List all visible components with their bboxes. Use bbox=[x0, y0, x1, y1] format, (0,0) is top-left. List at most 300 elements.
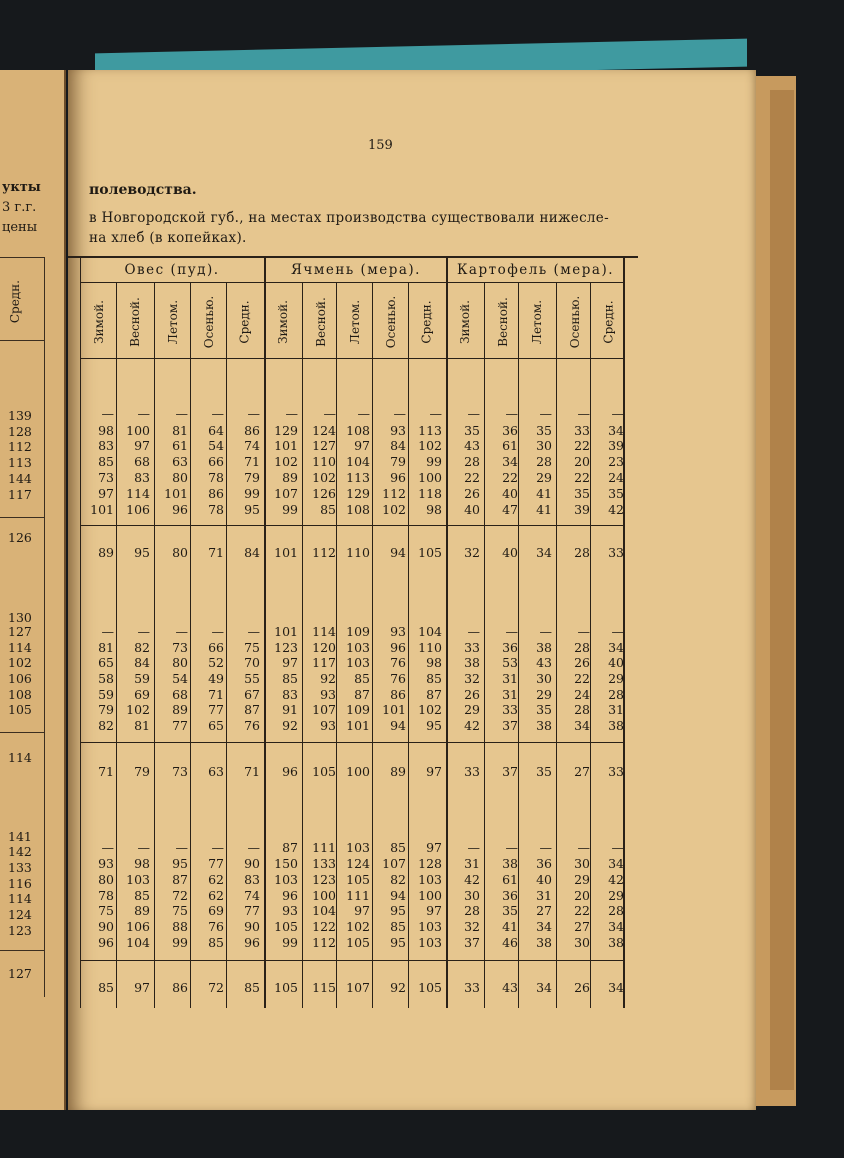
left-page bbox=[0, 70, 66, 1110]
table-cell: 112 bbox=[312, 545, 336, 560]
table-cell: — bbox=[429, 406, 442, 421]
table-cell: 58 bbox=[98, 671, 114, 686]
table-cell: 94 bbox=[390, 545, 406, 560]
column-header-label: Осенью. bbox=[384, 295, 399, 349]
group-divider bbox=[264, 258, 266, 1008]
table-cell: 37 bbox=[502, 718, 518, 733]
table-cell: 31 bbox=[464, 856, 480, 871]
table-cell: 100 bbox=[312, 888, 336, 903]
table-cell: 68 bbox=[172, 687, 188, 702]
table-cell: 79 bbox=[134, 764, 150, 779]
table-cell: 41 bbox=[536, 502, 552, 517]
column-header-label: Весной. bbox=[128, 297, 142, 347]
table-cell: 101 bbox=[346, 718, 370, 733]
column-divider bbox=[408, 282, 409, 1008]
column-header-label: Средн. bbox=[238, 300, 253, 344]
table-cell: 61 bbox=[172, 438, 188, 453]
table-cell: 95 bbox=[390, 935, 406, 950]
column-header-label: Осенью. bbox=[202, 295, 217, 349]
table-cell: 88 bbox=[172, 919, 188, 934]
table-cell: — bbox=[611, 624, 624, 639]
table-cell: 35 bbox=[574, 486, 590, 501]
table-cell: 73 bbox=[172, 640, 188, 655]
table-cell: 105 bbox=[346, 872, 370, 887]
table-cell: 107 bbox=[382, 856, 406, 871]
table-cell: 38 bbox=[536, 935, 552, 950]
table-cell: 46 bbox=[502, 935, 518, 950]
table-cell: 113 bbox=[346, 470, 370, 485]
table-cell: 74 bbox=[244, 438, 260, 453]
table-cell: 71 bbox=[208, 687, 224, 702]
left-page-number: 106 bbox=[8, 671, 32, 686]
table-cell: 81 bbox=[172, 423, 188, 438]
left-rule bbox=[0, 340, 44, 341]
table-cell: 98 bbox=[426, 655, 442, 670]
table-cell: 100 bbox=[418, 470, 442, 485]
table-cell: 59 bbox=[134, 671, 150, 686]
table-cell: 100 bbox=[346, 764, 370, 779]
table-cell: 93 bbox=[320, 718, 336, 733]
table-cell: 82 bbox=[98, 718, 114, 733]
table-cell: — bbox=[505, 624, 518, 639]
section-rule bbox=[80, 525, 623, 526]
table-cell: 86 bbox=[390, 687, 406, 702]
table-cell: 29 bbox=[536, 470, 552, 485]
table-cell: 100 bbox=[126, 423, 150, 438]
table-cell: 74 bbox=[244, 888, 260, 903]
table-cell: 78 bbox=[98, 888, 114, 903]
table-cell: 71 bbox=[244, 454, 260, 469]
left-page-number: 123 bbox=[8, 923, 32, 938]
left-rule bbox=[0, 732, 44, 733]
table-cell: 20 bbox=[574, 888, 590, 903]
table-cell: — bbox=[467, 406, 480, 421]
table-cell: 97 bbox=[134, 980, 150, 995]
table-cell: — bbox=[539, 406, 552, 421]
table-cell: 30 bbox=[574, 935, 590, 950]
column-header bbox=[266, 292, 300, 352]
left-page-number: 116 bbox=[8, 876, 32, 891]
table-cell: 99 bbox=[426, 454, 442, 469]
table-cell: 101 bbox=[382, 702, 406, 717]
column-divider bbox=[116, 282, 117, 1008]
table-cell: — bbox=[101, 624, 114, 639]
column-header bbox=[192, 292, 226, 352]
table-cell: 111 bbox=[346, 888, 370, 903]
table-cell: 118 bbox=[418, 486, 442, 501]
table-cell: 29 bbox=[536, 687, 552, 702]
table-cell: — bbox=[137, 624, 150, 639]
table-cell: 115 bbox=[312, 980, 336, 995]
table-cell: 32 bbox=[464, 671, 480, 686]
group-divider bbox=[446, 258, 448, 1008]
column-divider bbox=[302, 282, 303, 1008]
table-cell: 76 bbox=[390, 671, 406, 686]
table-cell: 81 bbox=[98, 640, 114, 655]
table-cell: 62 bbox=[208, 888, 224, 903]
table-cell: — bbox=[611, 840, 624, 855]
table-cell: 102 bbox=[126, 702, 150, 717]
table-cell: 89 bbox=[98, 545, 114, 560]
table-cell: 108 bbox=[346, 502, 370, 517]
table-cell: 103 bbox=[346, 655, 370, 670]
table-cell: 20 bbox=[574, 454, 590, 469]
table-cell: — bbox=[323, 406, 336, 421]
left-page-number: 144 bbox=[8, 471, 32, 486]
table-cell: 89 bbox=[282, 470, 298, 485]
table-cell: 111 bbox=[312, 840, 336, 855]
left-page-number: 127 bbox=[8, 624, 32, 639]
table-cell: 106 bbox=[126, 502, 150, 517]
table-cell: 64 bbox=[208, 423, 224, 438]
page-number: 159 bbox=[368, 138, 393, 153]
table-cell: 133 bbox=[312, 856, 336, 871]
left-page-number: 114 bbox=[8, 750, 32, 765]
table-cell: 33 bbox=[464, 764, 480, 779]
table-cell: 85 bbox=[244, 980, 260, 995]
table-cell: 85 bbox=[390, 840, 406, 855]
table-cell: 101 bbox=[164, 486, 188, 501]
table-cell: 103 bbox=[418, 919, 442, 934]
table-cell: 102 bbox=[418, 702, 442, 717]
table-cell: 96 bbox=[244, 935, 260, 950]
column-header bbox=[558, 292, 592, 352]
table-cell: 76 bbox=[208, 919, 224, 934]
table-cell: 43 bbox=[464, 438, 480, 453]
table-cell: 47 bbox=[502, 502, 518, 517]
table-cell: 84 bbox=[390, 438, 406, 453]
table-cell: 28 bbox=[608, 687, 624, 702]
column-header bbox=[410, 292, 444, 352]
table-cell: 29 bbox=[574, 872, 590, 887]
table-cell: 28 bbox=[608, 903, 624, 918]
table-cell: 85 bbox=[354, 671, 370, 686]
table-cell: 82 bbox=[390, 872, 406, 887]
table-cell: 106 bbox=[126, 919, 150, 934]
table-cell: 36 bbox=[536, 856, 552, 871]
table-cell: 85 bbox=[98, 454, 114, 469]
left-page-number: 141 bbox=[8, 829, 32, 844]
table-cell: 102 bbox=[274, 454, 298, 469]
table-cell: 34 bbox=[536, 919, 552, 934]
left-page-number: 114 bbox=[8, 640, 32, 655]
table-cell: 34 bbox=[502, 454, 518, 469]
table-cell: 93 bbox=[282, 903, 298, 918]
table-cell: — bbox=[577, 624, 590, 639]
table-cell: 94 bbox=[390, 888, 406, 903]
table-cell: 85 bbox=[282, 671, 298, 686]
table-cell: 122 bbox=[312, 919, 336, 934]
table-cell: 22 bbox=[574, 470, 590, 485]
table-cell: 38 bbox=[502, 856, 518, 871]
table-cell: 22 bbox=[502, 470, 518, 485]
column-header-label: Средн. bbox=[602, 300, 617, 344]
table-cell: 38 bbox=[536, 718, 552, 733]
table-cell: 96 bbox=[98, 935, 114, 950]
table-cell: 24 bbox=[574, 687, 590, 702]
table-cell: 104 bbox=[312, 903, 336, 918]
column-header bbox=[228, 292, 262, 352]
table-cell: 92 bbox=[282, 718, 298, 733]
table-cell: 32 bbox=[464, 545, 480, 560]
column-header bbox=[374, 292, 408, 352]
table-cell: 35 bbox=[464, 423, 480, 438]
column-header bbox=[118, 292, 152, 352]
left-heading-1: укты bbox=[2, 180, 41, 195]
table-cell: 81 bbox=[134, 718, 150, 733]
table-cell: 69 bbox=[134, 687, 150, 702]
table-cell: 95 bbox=[172, 856, 188, 871]
table-cell: 34 bbox=[608, 423, 624, 438]
table-cell: 87 bbox=[426, 687, 442, 702]
table-cell: — bbox=[101, 406, 114, 421]
table-cell: 97 bbox=[282, 655, 298, 670]
column-header bbox=[338, 292, 372, 352]
table-cell: 85 bbox=[426, 671, 442, 686]
table-cell: 83 bbox=[244, 872, 260, 887]
table-cell: 42 bbox=[464, 718, 480, 733]
table-cell: 71 bbox=[98, 764, 114, 779]
table-cell: 96 bbox=[172, 502, 188, 517]
table-cell: 76 bbox=[244, 718, 260, 733]
column-divider bbox=[590, 282, 591, 1008]
table-cell: 33 bbox=[464, 640, 480, 655]
table-cell: — bbox=[577, 406, 590, 421]
table-cell: 83 bbox=[282, 687, 298, 702]
table-cell: 83 bbox=[134, 470, 150, 485]
table-cell: 95 bbox=[390, 903, 406, 918]
table-cell: 87 bbox=[282, 840, 298, 855]
table-cell: 59 bbox=[98, 687, 114, 702]
table-cell: 103 bbox=[418, 935, 442, 950]
column-header-label: Весной. bbox=[314, 297, 328, 347]
table-cell: 26 bbox=[464, 687, 480, 702]
table-cell: 102 bbox=[312, 470, 336, 485]
table-cell: 102 bbox=[346, 919, 370, 934]
table-cell: 40 bbox=[502, 486, 518, 501]
column-divider bbox=[372, 282, 373, 1008]
table-cell: 95 bbox=[426, 718, 442, 733]
table-cell: 27 bbox=[574, 919, 590, 934]
table-cell: 89 bbox=[172, 702, 188, 717]
table-cell: 38 bbox=[536, 640, 552, 655]
table-cell: 93 bbox=[390, 423, 406, 438]
left-rule bbox=[0, 950, 44, 951]
table-cell: 42 bbox=[608, 502, 624, 517]
table-cell: 102 bbox=[418, 438, 442, 453]
column-header bbox=[592, 292, 626, 352]
column-header bbox=[156, 292, 190, 352]
table-cell: 112 bbox=[312, 935, 336, 950]
table-cell: 101 bbox=[90, 502, 114, 517]
table-cell: 35 bbox=[536, 702, 552, 717]
table-cell: 29 bbox=[608, 671, 624, 686]
table-cell: 40 bbox=[502, 545, 518, 560]
table-cell: 86 bbox=[208, 486, 224, 501]
table-cell: 52 bbox=[208, 655, 224, 670]
table-cell: 63 bbox=[208, 764, 224, 779]
group-header: Овес (пуд). bbox=[124, 262, 220, 278]
table-cell: 89 bbox=[390, 764, 406, 779]
table-cell: 75 bbox=[172, 903, 188, 918]
table-cell: 68 bbox=[134, 454, 150, 469]
table-cell: 61 bbox=[502, 872, 518, 887]
table-cell: 30 bbox=[574, 856, 590, 871]
table-cell: 73 bbox=[172, 764, 188, 779]
table-cell: 124 bbox=[312, 423, 336, 438]
column-header-label: Летом. bbox=[166, 299, 181, 345]
table-cell: 96 bbox=[282, 764, 298, 779]
table-cell: 34 bbox=[536, 545, 552, 560]
column-header-label: Летом. bbox=[348, 299, 363, 345]
table-cell: 104 bbox=[418, 624, 442, 639]
table-cell: 114 bbox=[126, 486, 150, 501]
table-cell: 79 bbox=[390, 454, 406, 469]
table-cell: 86 bbox=[172, 980, 188, 995]
table-cell: 77 bbox=[244, 903, 260, 918]
table-cell: 26 bbox=[464, 486, 480, 501]
table-cell: 80 bbox=[172, 545, 188, 560]
table-cell: 31 bbox=[502, 671, 518, 686]
table-cell: 103 bbox=[346, 640, 370, 655]
table-cell: 22 bbox=[574, 671, 590, 686]
intro-line-2: на хлеб (в копейках). bbox=[89, 230, 247, 246]
left-page-number: 114 bbox=[8, 891, 32, 906]
table-cell: 90 bbox=[244, 919, 260, 934]
table-cell: — bbox=[211, 624, 224, 639]
table-cell: 75 bbox=[244, 640, 260, 655]
table-cell: 65 bbox=[98, 655, 114, 670]
table-cell: 66 bbox=[208, 640, 224, 655]
table-cell: 105 bbox=[274, 919, 298, 934]
table-cell: 36 bbox=[502, 888, 518, 903]
table-cell: 105 bbox=[274, 980, 298, 995]
left-col-header: Средн. bbox=[8, 280, 22, 324]
table-cell: 33 bbox=[608, 545, 624, 560]
table-cell: 127 bbox=[312, 438, 336, 453]
table-cell: 82 bbox=[134, 640, 150, 655]
table-cell: 61 bbox=[502, 438, 518, 453]
table-cell: 84 bbox=[134, 655, 150, 670]
table-cell: — bbox=[467, 624, 480, 639]
table-cell: 77 bbox=[208, 702, 224, 717]
table-cell: 40 bbox=[608, 655, 624, 670]
table-cell: 150 bbox=[274, 856, 298, 871]
table-cell: 112 bbox=[382, 486, 406, 501]
table-cell: 107 bbox=[274, 486, 298, 501]
table-cell: 96 bbox=[282, 888, 298, 903]
column-divider bbox=[154, 282, 155, 1008]
table-cell: 73 bbox=[98, 470, 114, 485]
table-cell: 87 bbox=[244, 702, 260, 717]
table-cell: — bbox=[247, 840, 260, 855]
table-cell: 101 bbox=[274, 438, 298, 453]
table-left-rule bbox=[80, 258, 81, 1008]
table-cell: 41 bbox=[536, 486, 552, 501]
table-cell: 85 bbox=[208, 935, 224, 950]
table-cell: 37 bbox=[464, 935, 480, 950]
table-cell: — bbox=[137, 406, 150, 421]
table-cell: 105 bbox=[312, 764, 336, 779]
table-cell: 38 bbox=[608, 718, 624, 733]
table-cell: 103 bbox=[274, 872, 298, 887]
table-cell: 103 bbox=[418, 872, 442, 887]
column-header bbox=[82, 292, 116, 352]
table-cell: 87 bbox=[172, 872, 188, 887]
table-cell: 99 bbox=[282, 502, 298, 517]
table-cell: 83 bbox=[98, 438, 114, 453]
table-cell: — bbox=[393, 406, 406, 421]
column-header-label: Зимой. bbox=[276, 300, 291, 344]
column-header-label: Средн. bbox=[420, 300, 435, 344]
left-page-number: 130 bbox=[8, 610, 32, 625]
table-cell: 110 bbox=[346, 545, 370, 560]
table-cell: 29 bbox=[608, 888, 624, 903]
table-cell: 99 bbox=[244, 486, 260, 501]
column-divider bbox=[518, 282, 519, 1008]
table-cell: — bbox=[577, 840, 590, 855]
left-heading-3: цены bbox=[2, 220, 38, 235]
table-cell: 91 bbox=[282, 702, 298, 717]
table-cell: 80 bbox=[98, 872, 114, 887]
left-page-number: 139 bbox=[8, 408, 32, 423]
table-cell: 76 bbox=[390, 655, 406, 670]
left-page-number: 126 bbox=[8, 530, 32, 545]
table-cell: 105 bbox=[418, 545, 442, 560]
left-page-number: 128 bbox=[8, 424, 32, 439]
table-cell: 124 bbox=[346, 856, 370, 871]
left-page-number: 102 bbox=[8, 655, 32, 670]
table-cell: 90 bbox=[98, 919, 114, 934]
table-cell: 28 bbox=[464, 454, 480, 469]
book-page bbox=[68, 70, 756, 1110]
table-cell: 69 bbox=[208, 903, 224, 918]
table-cell: 107 bbox=[346, 980, 370, 995]
table-cell: 89 bbox=[134, 903, 150, 918]
table-cell: 101 bbox=[274, 624, 298, 639]
table-cell: 107 bbox=[312, 702, 336, 717]
table-cell: 43 bbox=[502, 980, 518, 995]
table-cell: 120 bbox=[312, 640, 336, 655]
table-cell: — bbox=[505, 406, 518, 421]
table-cell: 85 bbox=[98, 980, 114, 995]
table-cell: 100 bbox=[418, 888, 442, 903]
table-cell: 128 bbox=[418, 856, 442, 871]
table-cell: — bbox=[137, 840, 150, 855]
table-cell: 97 bbox=[426, 764, 442, 779]
section-rule bbox=[80, 960, 623, 961]
column-header-label: Весной. bbox=[496, 297, 510, 347]
table-cell: 105 bbox=[346, 935, 370, 950]
table-cell: 36 bbox=[502, 640, 518, 655]
table-cell: 104 bbox=[126, 935, 150, 950]
left-page-number: 133 bbox=[8, 860, 32, 875]
table-cell: 99 bbox=[172, 935, 188, 950]
table-cell: 71 bbox=[208, 545, 224, 560]
table-cell: 31 bbox=[608, 702, 624, 717]
section-heading: полеводства. bbox=[89, 182, 197, 198]
table-cell: 105 bbox=[418, 980, 442, 995]
table-cell: — bbox=[505, 840, 518, 855]
table-cell: 26 bbox=[574, 655, 590, 670]
table-cell: 90 bbox=[244, 856, 260, 871]
column-divider bbox=[336, 282, 337, 1008]
table-cell: 27 bbox=[536, 903, 552, 918]
table-cell: 97 bbox=[426, 903, 442, 918]
table-cell: 98 bbox=[98, 423, 114, 438]
table-cell: 93 bbox=[320, 687, 336, 702]
table-cell: 41 bbox=[502, 919, 518, 934]
